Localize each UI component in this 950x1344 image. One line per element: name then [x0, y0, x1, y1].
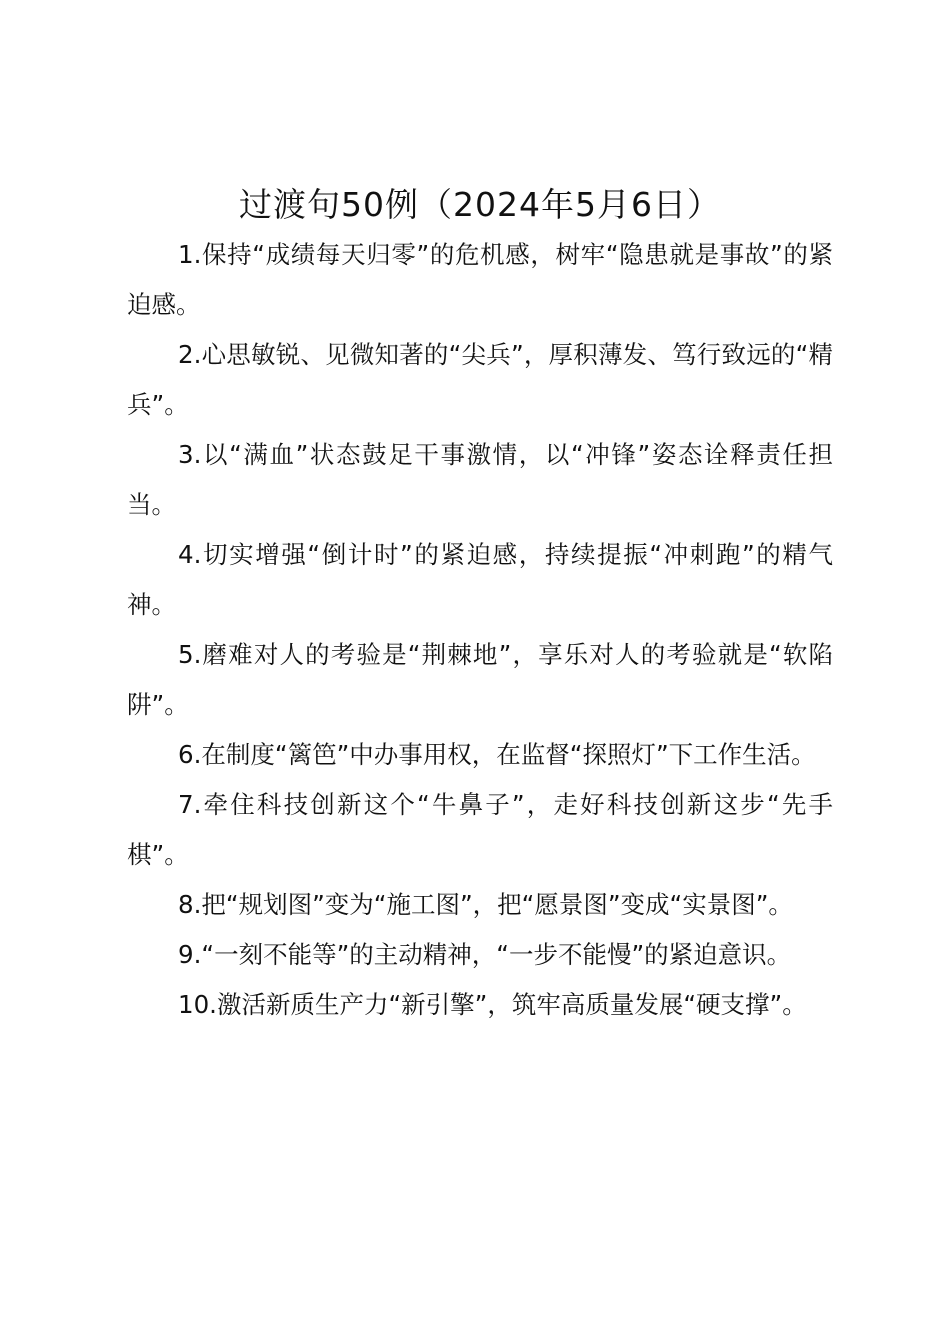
document-title: 过渡句50例（2024年5月6日） [239, 185, 721, 224]
document-body [127, 230, 833, 1030]
paragraph-2: 2.心思敏锐、见微知著的“尖兵”，厚积薄发、笃行致远的“精兵”。 [127, 340, 833, 419]
paragraph-8: 8.把“规划图”变为“施工图”，把“愿景图”变成“实景图”。 [178, 890, 793, 919]
paragraph-5: 5.磨难对人的考验是“荆棘地”，享乐对人的考验就是“软陷阱”。 [127, 640, 833, 719]
paragraph-10: 10.激活新质生产力“新引擎”，筑牢高质量发展“硬支撑”。 [178, 990, 807, 1019]
paragraph-9: 9.“一刻不能等”的主动精神，“一步不能慢”的紧迫意识。 [178, 940, 792, 969]
paragraph-3: 3.以“满血”状态鼓足干事激情，以“冲锋”姿态诠释责任担当。 [127, 440, 833, 519]
paragraph-1: 1.保持“成绩每天归零”的危机感，树牢“隐患就是事故”的紧迫感。 [127, 240, 833, 319]
paragraph-6: 6.在制度“篱笆”中办事用权，在监督“探照灯”下工作生活。 [178, 740, 816, 769]
paragraph-7: 7.牵住科技创新这个“牛鼻子”，走好科技创新这步“先手棋”。 [127, 790, 833, 869]
paragraph-4: 4.切实增强“倒计时”的紧迫感，持续提振“冲刺跑”的精气神。 [127, 540, 833, 619]
